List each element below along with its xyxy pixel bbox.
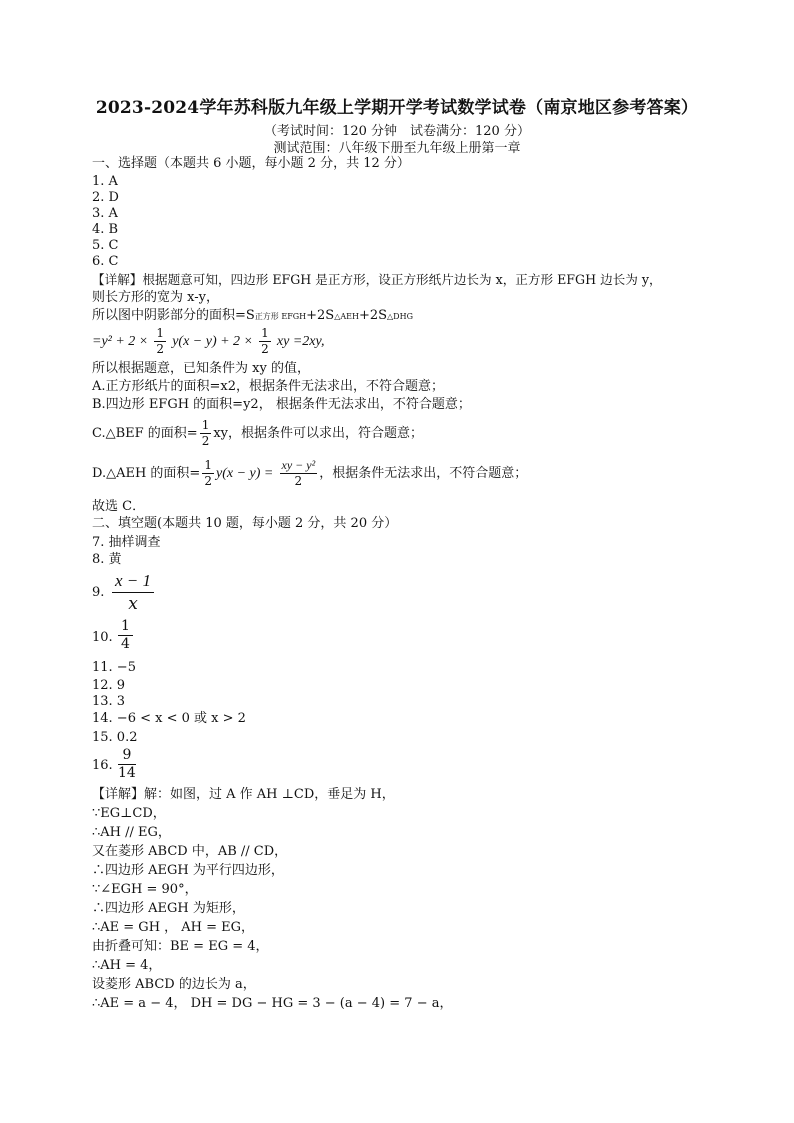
fraction-area: $\frac{\text{xy − y²}}{2}$ (281, 458, 316, 488)
answer-12: 12. 9 (92, 678, 126, 693)
answer-11: 11. −5 (92, 660, 136, 675)
answer-5: 5. C (92, 238, 119, 253)
detail16-line-7: ∴四边形 AEGH 为矩形， (92, 901, 245, 916)
fraction-half: $\frac{1}{2}$ (261, 326, 269, 356)
detail16-line-3: ∴AH // EG， (92, 825, 171, 840)
answer-9-fraction: x − 1 x (112, 570, 154, 615)
fraction-half: $\frac{1}{2}$ (201, 418, 210, 448)
answer-13: 13. 3 (92, 694, 126, 709)
detail-line-4: =y² + 2 × $\frac{1}{2}$ y(x − y) + 2 × $\frac{1}{2}$ xy =2xy, (92, 326, 325, 356)
answer-14: 14. −6 < x < 0 或 x > 2 (92, 711, 246, 726)
detail16-line-6: ∵∠EGH = 90°， (92, 882, 198, 897)
answer-9-label: 9. (92, 585, 105, 600)
option-c-analysis: C.△BEF 的面积= $\frac{1}{2}$ xy，根据条件可以求出，符合题意； (92, 418, 424, 448)
test-scope: 测试范围：八年级下册至九年级上册第一章 (273, 141, 521, 156)
answer-8: 8. 黄 (92, 552, 122, 567)
answer-7: 7. 抽样调查 (92, 535, 161, 550)
fraction-half: $\frac{1}{2}$ (204, 458, 212, 488)
detail-line-5: 所以根据题意，已知条件为 xy 的值， (92, 361, 310, 376)
section1-header: 一、选择题（本题共 6 小题，每小题 2 分，共 12 分） (92, 156, 410, 171)
detail16-line-12: ∴AE = a − 4， DH = DG − HG = 3 − (a − 4) = 7 − a， (92, 996, 453, 1011)
section2-header: 二、填空题(本题共 10 题，每小题 2 分，共 20 分） (92, 516, 398, 531)
answer-16-label: 16. (92, 758, 113, 773)
detail-line-2: 则长方形的宽为 x-y， (92, 290, 219, 305)
detail16-line-4: 又在菱形 ABCD 中，AB // CD， (92, 844, 288, 859)
answer-15: 15. 0.2 (92, 730, 138, 745)
detail16-line-11: 设菱形 ABCD 的边长为 a， (92, 977, 256, 992)
fraction-half: $\frac{1}{2}$ (156, 326, 165, 356)
detail-line-3: 所以图中阴影部分的面积=S正方形 EFGH+2S△AEH+2S△DHG (92, 308, 413, 323)
option-b-analysis: B.四边形 EFGH 的面积=y2， 根据条件无法求出，不符合题意； (92, 397, 471, 412)
detail16-line-10: ∴AH = 4， (92, 958, 162, 973)
detail16-line-2: ∵EG⊥CD， (92, 806, 166, 821)
answer-4: 4. B (92, 222, 119, 237)
detail16-line-1: 【详解】解：如图，过 A 作 AH ⊥CD，垂足为 H， (92, 787, 395, 802)
exam-info: （考试时间：120 分钟 试卷满分：120 分） (264, 124, 530, 139)
answer-3: 3. A (92, 206, 118, 221)
choice-conclusion: 故选 C． (92, 499, 146, 514)
option-d-analysis: D.△AEH 的面积= $\frac{1}{2}$ y(x − y) = $\frac{\text{xy − y²}}{2}$ ，根据条件无法求出，不符合题意； (92, 458, 528, 488)
option-a-analysis: A.正方形纸片的面积=x2，根据条件无法求出，不符合题意； (92, 379, 445, 394)
detail16-line-5: ∴四边形 AEGH 为平行四边形， (92, 863, 284, 878)
answer-10-fraction: 1 4 (118, 618, 133, 653)
answer-6: 6. C (92, 254, 119, 269)
answer-2: 2. D (92, 190, 119, 205)
page-title: 2023-2024学年苏科版九年级上学期开学考试数学试卷（南京地区参考答案） (95, 98, 699, 118)
detail16-line-9: 由折叠可知：BE = EG = 4， (92, 939, 269, 954)
answer-1: 1. A (92, 174, 118, 189)
answer-10-label: 10. (92, 630, 113, 645)
detail16-line-8: ∴AE = GH ， AH = EG， (92, 920, 255, 935)
answer-16-fraction: 9 14 (118, 747, 136, 781)
detail-line-1: 【详解】根据题意可知，四边形 EFGH 是正方形，设正方形纸片边长为 x，正方形 EFGH 边长为 y， (92, 272, 662, 287)
